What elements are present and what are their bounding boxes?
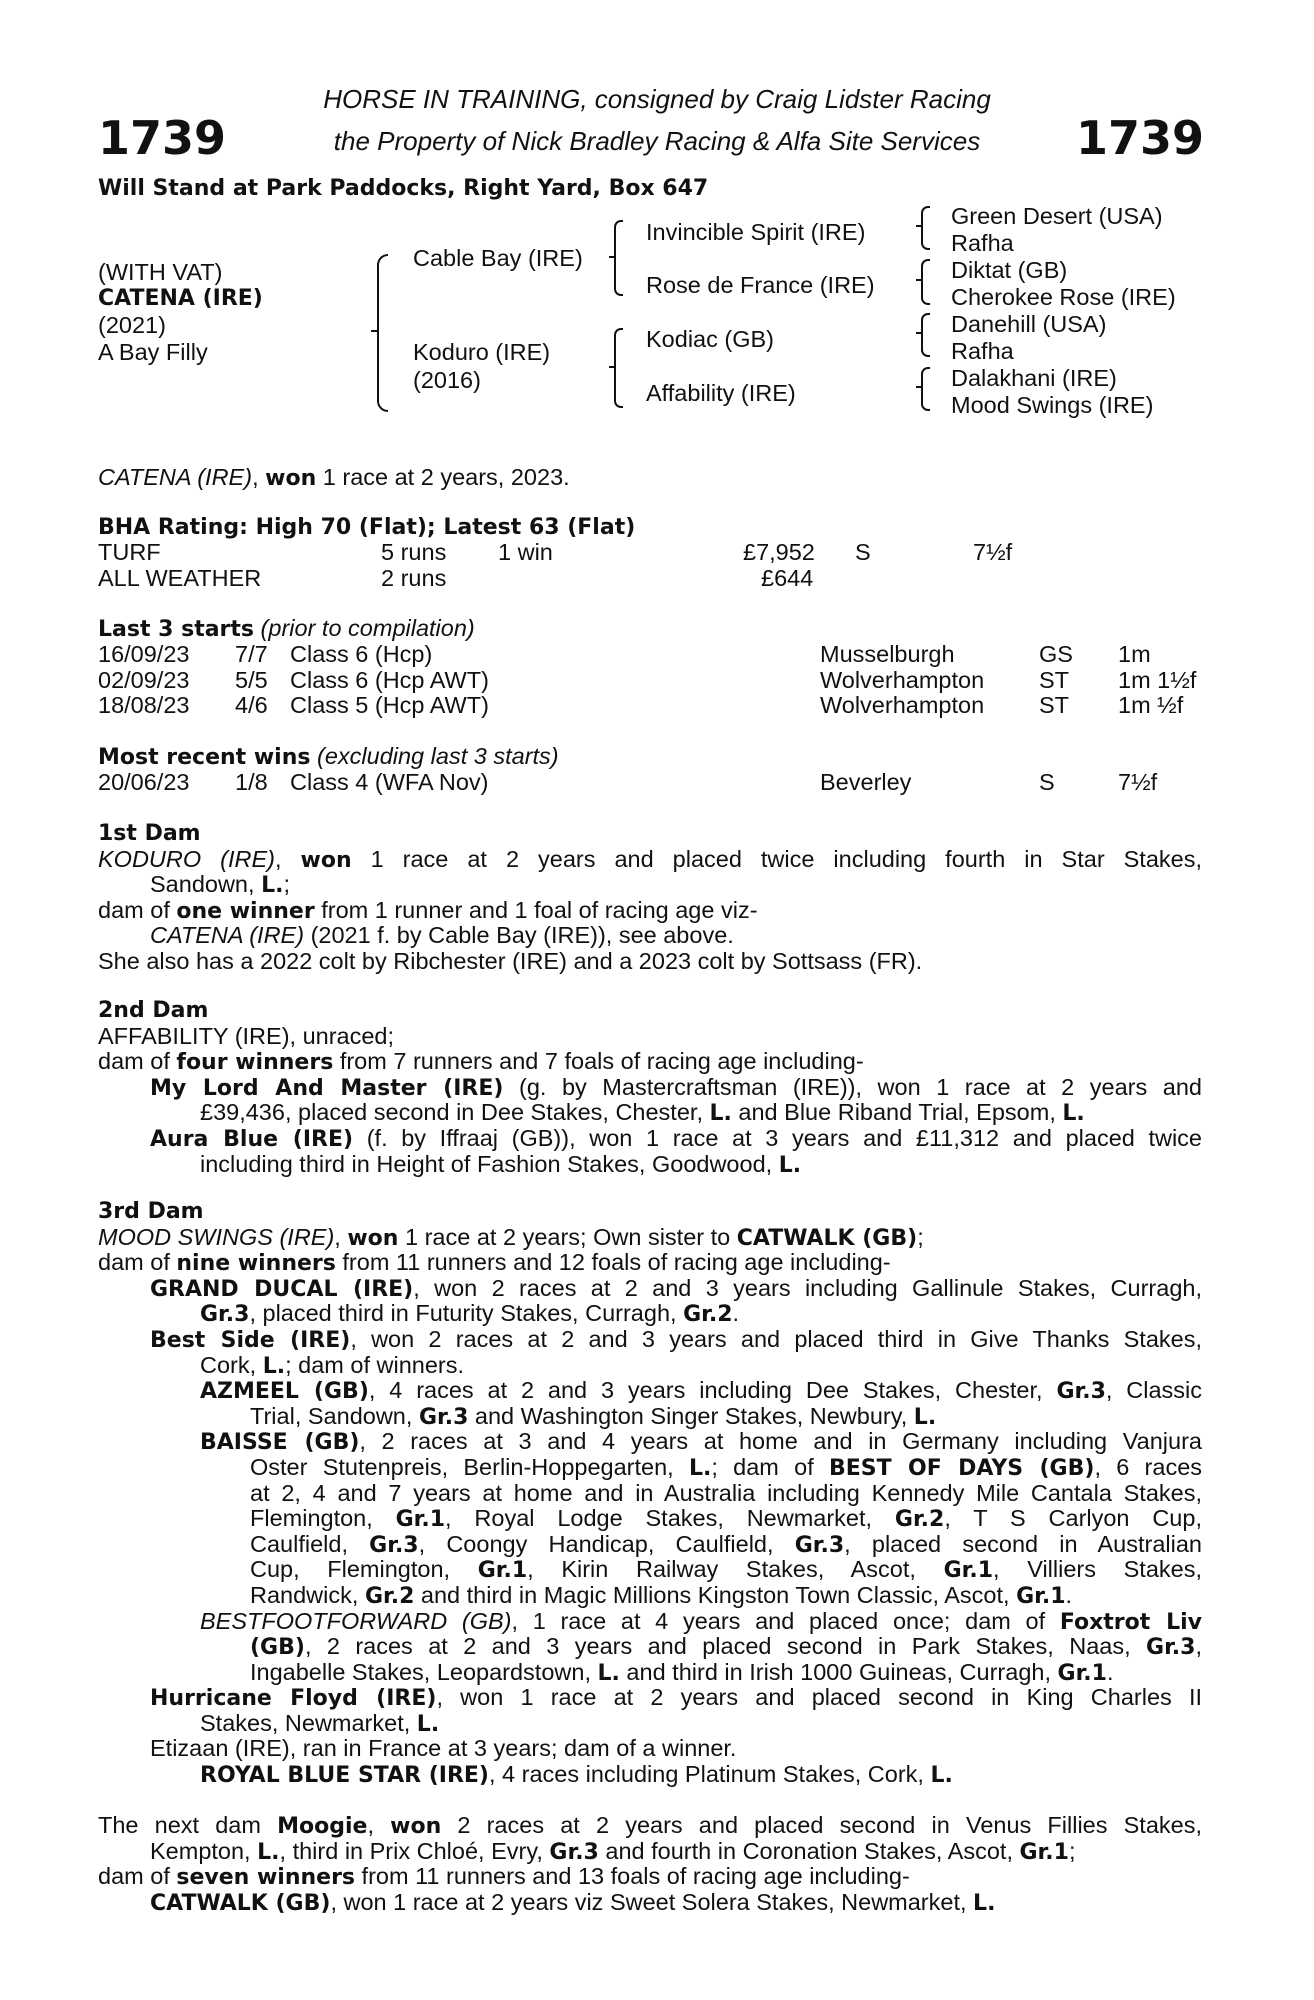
text-run: ; bbox=[283, 871, 290, 898]
text-run: Ingabelle Stakes, Leopardstown, bbox=[250, 1658, 598, 1685]
start-class: Class 5 (Hcp AWT) bbox=[290, 692, 489, 719]
bold-text: L. bbox=[416, 1711, 440, 1737]
brace-dam-notch bbox=[609, 366, 615, 368]
ancestor-5: Danehill (USA) bbox=[951, 311, 1107, 337]
bold-text: AZMEEL (GB) bbox=[200, 1379, 369, 1405]
brace-g4 bbox=[921, 367, 930, 411]
text-run: from 11 runners and 13 foals of racing age including- bbox=[355, 1863, 910, 1890]
italic-text: BESTFOOTFORWARD (GB) bbox=[200, 1607, 512, 1634]
text-run: , Coongy Handicap, Caulfield, bbox=[418, 1530, 795, 1557]
bold-text: My Lord And Master (IRE) bbox=[150, 1075, 504, 1101]
bold-text: won bbox=[300, 847, 352, 873]
dam-year: (2016) bbox=[413, 367, 481, 393]
text-run: Oster Stutenpreis, Berlin-Hoppegarten, bbox=[250, 1453, 689, 1480]
start-distance: 1m bbox=[1118, 641, 1151, 667]
third-dam-line bbox=[98, 1660, 1202, 1686]
first-dam-section bbox=[98, 821, 1202, 975]
text-run: 2 races at 2 years and placed second in Venus Fillies Stakes, bbox=[441, 1812, 1203, 1838]
third-dam-line bbox=[98, 1557, 1202, 1583]
horse-name: CATENA (IRE) bbox=[98, 286, 263, 311]
recent-wins-note: (excluding last 3 starts) bbox=[310, 743, 559, 769]
property-line: the Property of Nick Bradley Racing & Alfa Site Services bbox=[333, 126, 981, 156]
bold-text: Gr.3 bbox=[200, 1302, 250, 1328]
first-dam-line bbox=[98, 898, 1202, 924]
bold-text: Gr.1 bbox=[1057, 1660, 1107, 1686]
text-run: , T S Carlyon Cup, bbox=[944, 1505, 1202, 1532]
bold-text: L. bbox=[778, 1152, 802, 1178]
first-dam-line: She also has a 2022 colt by Ribchester (IRE) and a 2023 colt by Sottsass (FR). bbox=[98, 947, 923, 974]
start-going: ST bbox=[1039, 666, 1070, 693]
summary-text: 1 race at 2 years, 2023. bbox=[316, 464, 570, 490]
text-run: Kempton, bbox=[150, 1837, 258, 1864]
text-run: , 2 races at 3 and 4 years at home and in Germany including Vanjura bbox=[359, 1428, 1202, 1455]
brace-g3-notch bbox=[916, 332, 922, 334]
text-run: . bbox=[1065, 1581, 1073, 1608]
brace-sire-notch bbox=[609, 256, 615, 258]
text-run: , Classic bbox=[1105, 1377, 1202, 1404]
third-dam-line bbox=[98, 1276, 1202, 1302]
text-run: Cork, bbox=[200, 1351, 263, 1378]
bold-text: seven winners bbox=[176, 1865, 356, 1891]
text-run: , placed second in Australian bbox=[844, 1530, 1202, 1557]
ancestor-3: Diktat (GB) bbox=[951, 257, 1068, 283]
brace-g1 bbox=[921, 206, 930, 250]
start-position: 7/7 bbox=[235, 641, 268, 667]
win-class: Class 4 (WFA Nov) bbox=[290, 769, 489, 795]
bold-text: four winners bbox=[176, 1050, 334, 1076]
text-run: 1 race at 2 years and placed twice including fourth in Star Stakes, bbox=[351, 845, 1203, 872]
text-run: dam of bbox=[98, 1249, 177, 1276]
third-dam-line bbox=[98, 1711, 1202, 1737]
dam: Koduro (IRE) bbox=[413, 339, 551, 365]
bold-text: Gr.3 bbox=[794, 1532, 845, 1558]
text-run: ; dam of winners. bbox=[285, 1351, 465, 1378]
brace-g1-notch bbox=[916, 225, 922, 227]
text-run: , 4 races at 2 and 3 years including Dee Stakes, Chester, bbox=[368, 1377, 1057, 1404]
win-distance: 7½f bbox=[1118, 769, 1158, 795]
third-dam-line bbox=[98, 1429, 1202, 1455]
bold-text: nine winners bbox=[176, 1251, 336, 1277]
ancestor-2: Rafha bbox=[951, 230, 1014, 256]
start-date: 16/09/23 bbox=[98, 641, 190, 667]
third-dam-line bbox=[98, 1455, 1202, 1481]
bold-text: L. bbox=[973, 1890, 996, 1916]
text-run: (f. by Iffraaj (GB)), won 1 race at 3 years and £11,312 and placed twice bbox=[353, 1124, 1203, 1151]
lot-number-left: 1739 bbox=[98, 111, 227, 165]
first-dam-line bbox=[98, 872, 1202, 898]
third-dam-line bbox=[98, 1404, 1202, 1430]
rating-surface: TURF bbox=[98, 539, 161, 565]
third-dam-line bbox=[98, 1353, 1202, 1379]
bold-text: L. bbox=[597, 1660, 620, 1686]
first-dam-line bbox=[98, 847, 1202, 873]
text-run: , placed third in Futurity Stakes, Curragh, bbox=[249, 1300, 684, 1327]
start-course: Wolverhampton bbox=[820, 666, 985, 693]
bold-text: CATWALK (GB) bbox=[736, 1225, 918, 1251]
bold-text: L. bbox=[709, 1101, 732, 1127]
bold-text: Gr.3 bbox=[369, 1532, 419, 1558]
bold-text: won bbox=[390, 1814, 442, 1839]
bold-text: BAISSE (GB) bbox=[200, 1430, 360, 1456]
text-run: Randwick, bbox=[250, 1581, 365, 1608]
next-dam-line bbox=[98, 1839, 1202, 1865]
text-run: , bbox=[367, 1812, 391, 1838]
start-position: 5/5 bbox=[235, 666, 268, 693]
bold-text: Moogie bbox=[277, 1814, 368, 1839]
text-run: Trial, Sandown, bbox=[250, 1402, 419, 1429]
text-run: and third in Irish 1000 Guineas, Curragh, bbox=[619, 1658, 1058, 1685]
brace-g2-notch bbox=[916, 279, 922, 281]
next-dam-line bbox=[98, 1890, 1202, 1916]
ancestor-7: Dalakhani (IRE) bbox=[951, 365, 1117, 391]
bold-text: L. bbox=[257, 1839, 280, 1865]
ancestor-6: Rafha bbox=[951, 338, 1014, 364]
next-dam-section bbox=[98, 1813, 1202, 1915]
text-run: , 2 races at 2 and 3 years and placed second in Park Stakes, Naas, bbox=[304, 1633, 1147, 1660]
bold-text: Gr.2 bbox=[683, 1302, 733, 1328]
start-class: Class 6 (Hcp) bbox=[290, 641, 433, 667]
sire-sire: Invincible Spirit (IRE) bbox=[646, 219, 866, 245]
bold-text: Foxtrot Liv bbox=[1059, 1609, 1202, 1635]
text-run: and third in Magic Millions Kingston Town Classic, Ascot, bbox=[414, 1581, 1017, 1608]
start-date: 02/09/23 bbox=[98, 666, 190, 693]
recent-wins-heading bbox=[98, 744, 559, 771]
start-going: GS bbox=[1039, 641, 1073, 667]
stand-location: Will Stand at Park Paddocks, Right Yard, Box 647 bbox=[98, 176, 709, 201]
bold-text: Gr.2 bbox=[894, 1507, 945, 1533]
summary-horse-name: CATENA (IRE) bbox=[98, 464, 253, 490]
start-course: Musselburgh bbox=[820, 641, 955, 667]
rating-runs: 5 runs bbox=[381, 539, 447, 565]
bold-text: Gr.2 bbox=[364, 1583, 415, 1609]
race-summary: CATENA (IRE), won 1 race at 2 years, 2023. bbox=[98, 464, 570, 491]
horse-year: (2021) bbox=[98, 312, 166, 338]
brace-g3 bbox=[921, 313, 930, 357]
third-dam-line bbox=[98, 1685, 1202, 1711]
bold-text: L. bbox=[261, 873, 284, 899]
third-dam-line bbox=[98, 1250, 1202, 1276]
text-run: , 6 races bbox=[1094, 1453, 1203, 1480]
text-run: Caulfield, bbox=[250, 1530, 370, 1557]
brace-dam bbox=[614, 328, 623, 408]
win-date: 20/06/23 bbox=[98, 769, 190, 795]
bold-text: one winner bbox=[176, 898, 315, 924]
text-run: , Kirin Railway Stakes, Ascot, bbox=[527, 1556, 944, 1583]
brace-g2 bbox=[921, 259, 930, 305]
text-run: Cup, Flemington, bbox=[250, 1556, 478, 1583]
win-going: S bbox=[1039, 769, 1055, 795]
brace-gen1-notch bbox=[371, 330, 378, 332]
bold-text: Gr.3 bbox=[1056, 1379, 1106, 1405]
summary-won: won bbox=[265, 466, 317, 491]
text-run: 1 race at 2 years; Own sister to bbox=[398, 1223, 737, 1250]
third-dam-line bbox=[98, 1327, 1202, 1353]
last-starts-heading bbox=[98, 616, 475, 643]
rating-prize: £644 bbox=[761, 565, 814, 591]
rating-surface: ALL WEATHER bbox=[98, 565, 262, 591]
bold-text: L. bbox=[1062, 1101, 1085, 1127]
text-run: ; bbox=[1068, 1837, 1076, 1864]
second-dam-line: AFFABILITY (IRE), unraced; bbox=[98, 1022, 395, 1049]
text-run: , won 2 races at 2 and 3 years including Gallinule Stakes, Curragh, bbox=[413, 1274, 1202, 1301]
italic-text: CATENA (IRE) bbox=[150, 922, 305, 949]
ancestor-1: Green Desert (USA) bbox=[951, 203, 1163, 229]
text-run: The next dam bbox=[98, 1812, 278, 1838]
last-starts-title: Last 3 starts bbox=[98, 617, 255, 642]
text-run: from 11 runners and 12 foals of racing age including- bbox=[335, 1249, 891, 1276]
bold-text: Gr.3 bbox=[418, 1404, 469, 1430]
second-dam-line bbox=[98, 1126, 1202, 1152]
bold-text: CATWALK (GB) bbox=[150, 1890, 331, 1916]
start-distance: 1m 1½f bbox=[1118, 666, 1197, 693]
bold-text: Hurricane Floyd (IRE) bbox=[150, 1686, 437, 1712]
text-run: (2021 f. by Cable Bay (IRE)), see above. bbox=[304, 922, 734, 949]
next-dam-line bbox=[98, 1864, 1202, 1890]
second-dam-line bbox=[98, 1152, 1202, 1178]
third-dam-line: at 2, 4 and 7 years at home and in Australia including Kennedy Mile Cantala Stakes, bbox=[250, 1479, 1202, 1506]
bold-text: L. bbox=[262, 1353, 286, 1379]
bold-text: Gr.1 bbox=[1019, 1839, 1069, 1865]
start-course: Wolverhampton bbox=[820, 692, 985, 719]
text-run: Sandown, bbox=[150, 871, 262, 898]
third-dam-line bbox=[98, 1301, 1202, 1327]
bold-text: Aura Blue (IRE) bbox=[150, 1126, 354, 1152]
text-run: , won 1 race at 2 years and placed second in King Charles II bbox=[436, 1684, 1203, 1711]
recent-wins-title: Most recent wins bbox=[98, 745, 311, 770]
bold-text: L. bbox=[930, 1763, 953, 1789]
italic-text: KODURO (IRE) bbox=[98, 845, 275, 872]
text-run: . bbox=[732, 1300, 740, 1327]
win-position: 1/8 bbox=[235, 769, 268, 795]
third-dam-line bbox=[98, 1506, 1202, 1532]
third-dam-line bbox=[98, 1609, 1202, 1635]
sire: Cable Bay (IRE) bbox=[413, 245, 583, 271]
second-dam-line bbox=[98, 1100, 1202, 1126]
start-distance: 1m ½f bbox=[1118, 692, 1184, 719]
text-run: dam of bbox=[98, 1048, 177, 1075]
start-date: 18/08/23 bbox=[98, 692, 190, 719]
text-run: including third in Height of Fashion Stakes, Goodwood, bbox=[200, 1150, 779, 1177]
text-run: . bbox=[1106, 1658, 1114, 1685]
brace-gen1 bbox=[377, 254, 388, 412]
text-run: , bbox=[274, 845, 301, 872]
brace-g4-notch bbox=[916, 386, 922, 388]
first-dam-heading: 1st Dam bbox=[98, 821, 201, 846]
text-run: , bbox=[334, 1223, 348, 1250]
ancestor-4: Cherokee Rose (IRE) bbox=[951, 284, 1176, 310]
third-dam-line bbox=[98, 1762, 1202, 1788]
start-position: 4/6 bbox=[235, 692, 268, 719]
text-run: , won 2 races at 2 and 3 years and placed third in Give Thanks Stakes, bbox=[350, 1325, 1202, 1352]
bold-text: GRAND DUCAL (IRE) bbox=[150, 1276, 414, 1302]
text-run: dam of bbox=[98, 1863, 177, 1890]
third-dam-line bbox=[98, 1225, 1202, 1251]
text-run: £39,436, placed second in Dee Stakes, Chester, bbox=[200, 1099, 710, 1126]
start-going: ST bbox=[1039, 692, 1070, 719]
text-run: , Villiers Stakes, bbox=[993, 1556, 1202, 1583]
bold-text: L. bbox=[688, 1455, 712, 1481]
text-run: , Royal Lodge Stakes, Newmarket, bbox=[445, 1505, 895, 1532]
bold-text: BEST OF DAYS (GB) bbox=[828, 1455, 1095, 1481]
third-dam-line bbox=[98, 1532, 1202, 1558]
second-dam-line bbox=[98, 1075, 1202, 1101]
text-run: ; dam of bbox=[711, 1453, 829, 1480]
rating-distance: 7½f bbox=[973, 539, 1013, 565]
text-run: , bbox=[1195, 1633, 1202, 1660]
consignor-line: HORSE IN TRAINING, consigned by Craig Lidster Racing bbox=[323, 84, 991, 114]
bold-text: (GB) bbox=[250, 1635, 305, 1661]
vat-note: (WITH VAT) bbox=[98, 259, 223, 285]
text-run: , 4 races including Platinum Stakes, Cork, bbox=[488, 1761, 931, 1788]
bha-rating: BHA Rating: High 70 (Flat); Latest 63 (Flat) bbox=[98, 515, 636, 540]
bold-text: ROYAL BLUE STAR (IRE) bbox=[200, 1763, 489, 1789]
bold-text: Gr.3 bbox=[1146, 1635, 1196, 1661]
rating-going: S bbox=[855, 539, 871, 565]
text-run: , won 1 race at 2 years viz Sweet Solera Stakes, Newmarket, bbox=[330, 1888, 974, 1915]
rating-wins: 1 win bbox=[498, 539, 553, 565]
text-run: from 7 runners and 7 foals of racing age including- bbox=[333, 1048, 864, 1075]
next-dam-line bbox=[98, 1813, 1202, 1839]
text-run: Stakes, Newmarket, bbox=[200, 1709, 417, 1736]
bold-text: Gr.1 bbox=[943, 1558, 994, 1584]
sire-dam: Rose de France (IRE) bbox=[646, 272, 875, 298]
text-run: , 1 race at 4 years and placed once; dam of bbox=[511, 1607, 1060, 1634]
win-course: Beverley bbox=[820, 769, 912, 795]
text-run: and fourth in Coronation Stakes, Ascot, bbox=[598, 1837, 1020, 1864]
rating-runs: 2 runs bbox=[381, 565, 447, 591]
lot-number-right: 1739 bbox=[1075, 111, 1204, 165]
third-dam-line bbox=[98, 1378, 1202, 1404]
text-run: Flemington, bbox=[250, 1505, 396, 1532]
text-run: , third in Prix Chloé, Evry, bbox=[279, 1837, 550, 1864]
bold-text: Gr.1 bbox=[1016, 1583, 1066, 1609]
second-dam-section bbox=[98, 998, 1202, 1177]
second-dam-heading: 2nd Dam bbox=[98, 998, 209, 1023]
third-dam-line bbox=[98, 1583, 1202, 1609]
bold-text: Best Side (IRE) bbox=[150, 1327, 351, 1353]
bold-text: Gr.1 bbox=[477, 1558, 528, 1584]
italic-text: MOOD SWINGS (IRE) bbox=[98, 1223, 335, 1250]
third-dam-line bbox=[98, 1634, 1202, 1660]
text-run: (g. by Mastercraftsman (IRE)), won 1 race at 2 years and bbox=[503, 1073, 1203, 1100]
bold-text: Gr.1 bbox=[395, 1507, 446, 1533]
text-run: dam of bbox=[98, 896, 177, 923]
third-dam-line: Etizaan (IRE), ran in France at 3 years; dam of a winner. bbox=[150, 1735, 737, 1762]
text-run: from 1 runner and 1 foal of racing age viz- bbox=[314, 896, 758, 923]
third-dam-section bbox=[98, 1199, 1202, 1788]
text-run: and Washington Singer Stakes, Newbury, bbox=[468, 1402, 914, 1429]
brace-sire bbox=[614, 220, 623, 296]
last-starts-note: (prior to compilation) bbox=[254, 615, 475, 641]
bold-text: L. bbox=[913, 1404, 937, 1430]
second-dam-line bbox=[98, 1049, 1202, 1075]
bold-text: Gr.3 bbox=[549, 1839, 599, 1865]
first-dam-line bbox=[98, 923, 1202, 949]
third-dam-heading: 3rd Dam bbox=[98, 1199, 204, 1224]
rating-prize: £7,952 bbox=[743, 539, 815, 565]
horse-description: A Bay Filly bbox=[98, 339, 208, 365]
dam-sire: Kodiac (GB) bbox=[646, 326, 774, 352]
start-class: Class 6 (Hcp AWT) bbox=[290, 666, 489, 693]
bold-text: won bbox=[347, 1225, 399, 1251]
text-run: ; bbox=[917, 1223, 924, 1250]
dam-dam: Affability (IRE) bbox=[646, 380, 796, 406]
text-run: and Blue Riband Trial, Epsom, bbox=[731, 1099, 1063, 1126]
ancestor-8: Mood Swings (IRE) bbox=[951, 392, 1154, 418]
